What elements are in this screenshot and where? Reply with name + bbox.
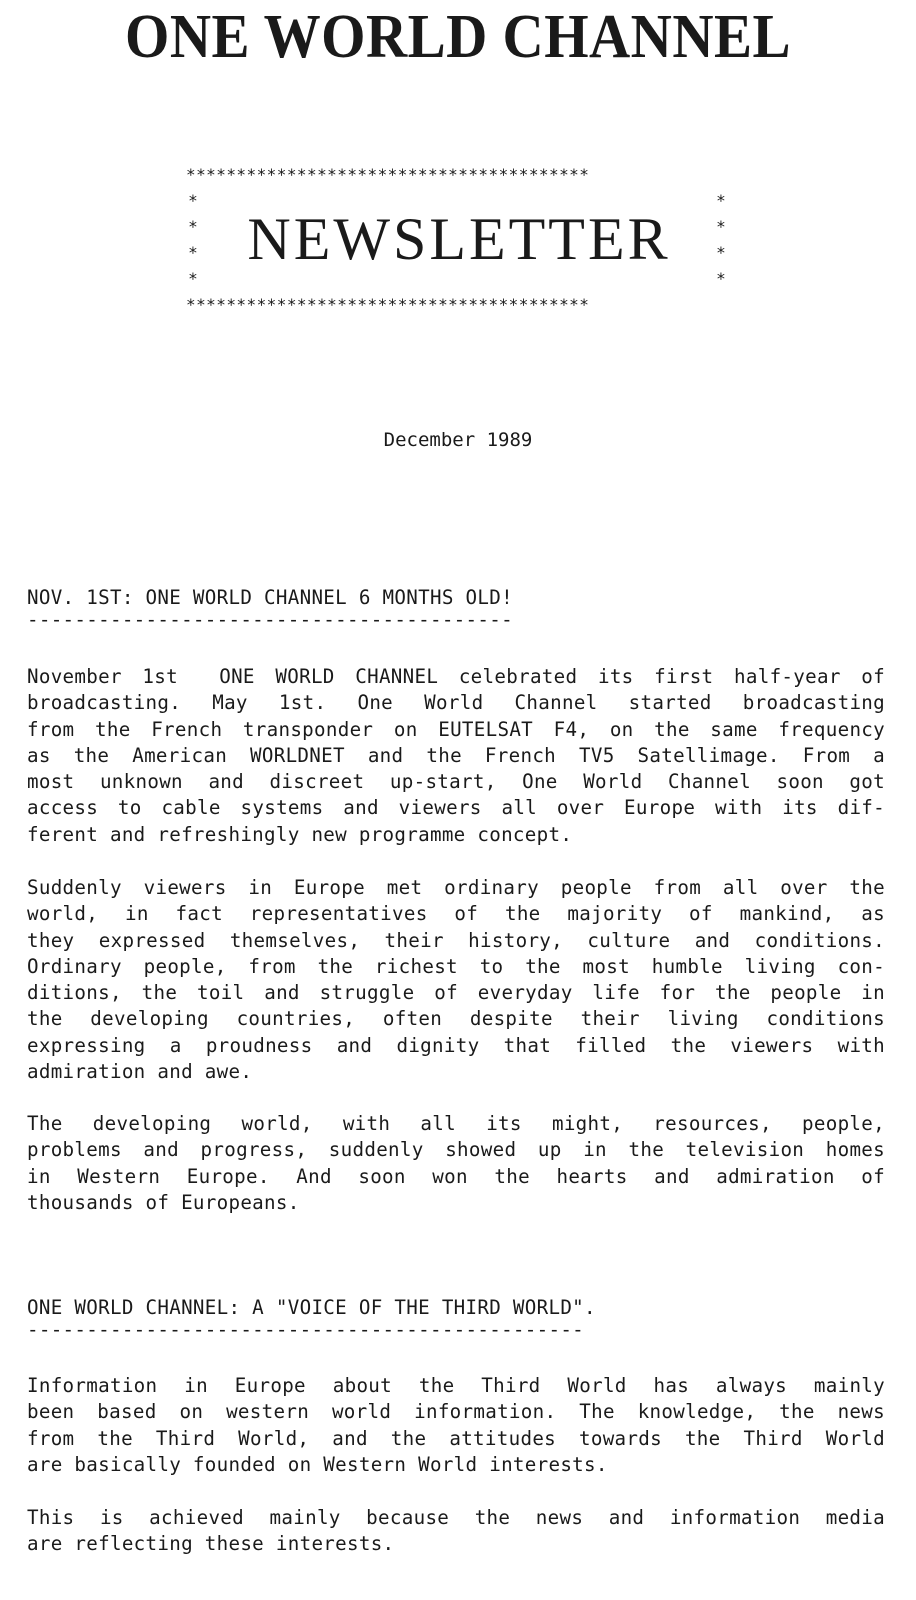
text-line: problems and progress, suddenly showed up in the television homes [27,1138,885,1162]
text-line: been based on western world information. The knowledge, the news [27,1400,885,1424]
newsletter-title: NEWSLETTER [247,206,671,272]
text-line: are reflecting these interests. [27,1532,395,1556]
text-line: in Western Europe. And soon won the hearts and admiration of [27,1164,885,1188]
text-line: they expressed themselves, their history, culture and conditions. [27,928,885,952]
text-line: November 1st ONE WORLD CHANNEL celebrated its first half-year of [27,665,885,688]
text-line: expressing a proudness and dignity that filled the viewers with [27,1033,885,1057]
text-line: Ordinary people, from the richest to the most humble living con- [27,954,885,978]
text-line: ditions, the toil and struggle of everyday life for the people in [27,981,885,1005]
text-line: the developing countries, often despite their living conditions [27,1007,885,1031]
text-line: ferent and refreshingly new programme concept. [27,822,573,846]
text-line: access to cable systems and viewers all over Europe with its dif- [27,796,885,820]
text-line: admiration and awe. [27,1060,253,1084]
banner-bottom-border: **************************************** [186,295,590,314]
paragraph [27,1505,885,1558]
section-heading: NOV. 1ST: ONE WORLD CHANNEL 6 MONTHS OLD! [27,586,513,609]
paragraph [27,664,885,848]
text-line: are basically founded on Western World interests. [27,1452,608,1476]
section-heading: ONE WORLD CHANNEL: A "VOICE OF THE THIRD WORLD". [27,1296,596,1319]
paragraph [27,1111,885,1216]
masthead-title: ONE WORLD CHANNEL [125,3,791,71]
text-line: broadcasting. May 1st. One World Channel started broadcasting [27,691,885,715]
issue-date: December 1989 [383,429,533,451]
section-heading-underline: ----------------------------------------------- [27,1318,585,1341]
banner-right-border: * * * * [716,191,726,288]
text-line: Suddenly viewers in Europe met ordinary people from all over the [27,876,885,899]
banner-top-border: **************************************** [186,165,590,184]
section-heading-underline: ----------------------------------------- [27,608,513,631]
text-line: most unknown and discreet up-start, One World Channel soon got [27,770,885,794]
text-line: This is achieved mainly because the news and information media [27,1506,885,1529]
text-line: Information in Europe about the Third World has always mainly [27,1374,885,1397]
paragraph [27,1373,885,1478]
paragraph [27,875,885,1085]
text-line: as the American WORLDNET and the French TV5 Satellimage. From a [27,743,885,767]
text-line: from the Third World, and the attitudes towards the Third World [27,1426,885,1450]
text-line: thousands of Europeans. [27,1190,300,1214]
banner-left-border: * * * * [188,191,198,288]
text-line: The developing world, with all its might, resources, people, [27,1112,885,1135]
text-line: world, in fact representatives of the majority of mankind, as [27,902,885,926]
newsletter-banner-box [186,162,732,312]
text-line: from the French transponder on EUTELSAT F4, on the same frequency [27,717,885,741]
